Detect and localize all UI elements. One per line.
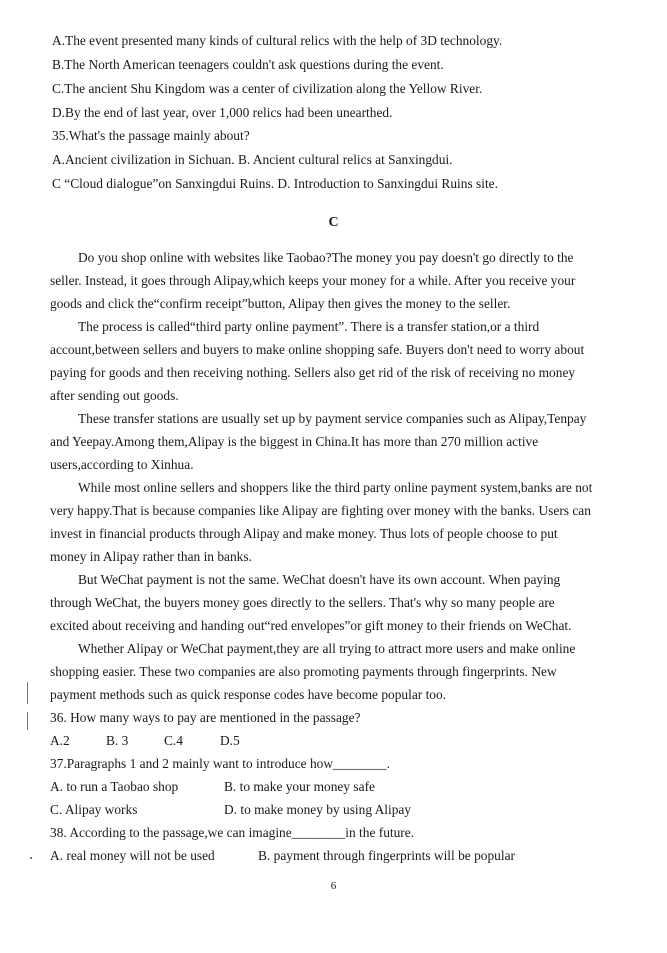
- q36-option-c: C.4: [164, 733, 183, 748]
- q38-option-b: B. payment through fingerprints will be popular: [258, 848, 515, 863]
- passage-line: But WeChat payment is not the same. WeChat doesn't have its own account. When paying: [78, 572, 561, 587]
- passage-line: money in Alipay rather than in banks.: [50, 549, 252, 564]
- passage-line: shopping easier. These two companies are also promoting payments through fingerprints. New: [50, 664, 557, 679]
- passage-line: through WeChat, the buyers money goes directly to the sellers. That's why so many people are: [50, 595, 555, 610]
- scan-margin-mark: [27, 712, 28, 730]
- passage-line: goods and click the“confirm receipt”button, Alipay then gives the money to the seller.: [50, 296, 511, 311]
- passage-line: payment methods such as quick response codes have become popular too.: [50, 687, 447, 702]
- passage-line: account,between sellers and buyers to make online shopping safe. Buyers don't need to worry about: [50, 342, 585, 357]
- section-heading: C: [328, 215, 339, 230]
- q36-option-a: A.2: [50, 733, 70, 748]
- passage-line: very happy.That is because companies like Alipay are fighting over money with the banks. Users can: [50, 503, 591, 518]
- q38-option-a: A. real money will not be used: [50, 848, 215, 863]
- passage-line: These transfer stations are usually set up by payment service companies such as Alipay,Tenpay: [78, 411, 587, 426]
- q35-options-line1: A.Ancient civilization in Sichuan. B. Ancient cultural relics at Sanxingdui.: [52, 152, 453, 167]
- passage-line: excited about receiving and handing out“red envelopes”or gift money to their friends on WeChat.: [50, 618, 572, 633]
- q37-question: 37.Paragraphs 1 and 2 mainly want to introduce how________.: [50, 756, 390, 771]
- q36-option-d: D.5: [220, 733, 240, 748]
- q38-question: 38. According to the passage,we can imagine________in the future.: [50, 825, 415, 840]
- passage-line: Whether Alipay or WeChat payment,they are all trying to attract more users and make online: [78, 641, 576, 656]
- page-number: 6: [330, 880, 337, 892]
- q34-option-b: B.The North American teenagers couldn't ask questions during the event.: [52, 57, 444, 72]
- q37-option-c: C. Alipay works: [50, 802, 138, 817]
- passage-line: Do you shop online with websites like Taobao?The money you pay doesn't go directly to the: [78, 250, 574, 265]
- q36-question: 36. How many ways to pay are mentioned in the passage?: [50, 710, 361, 725]
- passage-line: invest in financial products through Alipay and make money. Thus lots of people choose to put: [50, 526, 558, 541]
- q35-question: 35.What's the passage mainly about?: [52, 128, 250, 143]
- scan-margin-mark: [27, 682, 28, 704]
- passage-line: The process is called“third party online payment”. There is a transfer station,or a third: [78, 319, 540, 334]
- passage-line: seller. Instead, it goes through Alipay,which keeps your money for a while. After you receive your: [50, 273, 576, 288]
- passage-line: paying for goods and then receiving nothing. Sellers also get rid of the risk of receiving no money: [50, 365, 576, 380]
- q37-option-d: D. to make money by using Alipay: [224, 802, 412, 817]
- passage-line: and Yeepay.Among them,Alipay is the biggest in China.It has more than 270 million active: [50, 434, 539, 449]
- q36-option-b: B. 3: [106, 733, 129, 748]
- passage-line: While most online sellers and shoppers like the third party online payment system,banks are not: [78, 480, 593, 495]
- passage-line: users,according to Xinhua.: [50, 457, 194, 472]
- scan-margin-dot: [30, 857, 32, 859]
- q37-option-b: B. to make your money safe: [224, 779, 375, 794]
- q34-option-a: A.The event presented many kinds of cultural relics with the help of 3D technology.: [52, 33, 503, 48]
- q34-option-c: C.The ancient Shu Kingdom was a center of civilization along the Yellow River.: [52, 81, 483, 96]
- passage-line: after sending out goods.: [50, 388, 179, 403]
- q37-option-a: A. to run a Taobao shop: [50, 779, 179, 794]
- q35-options-line2: C “Cloud dialogue”on Sanxingdui Ruins. D. Introduction to Sanxingdui Ruins site.: [52, 176, 498, 191]
- q34-option-d: D.By the end of last year, over 1,000 relics had been unearthed.: [52, 105, 393, 120]
